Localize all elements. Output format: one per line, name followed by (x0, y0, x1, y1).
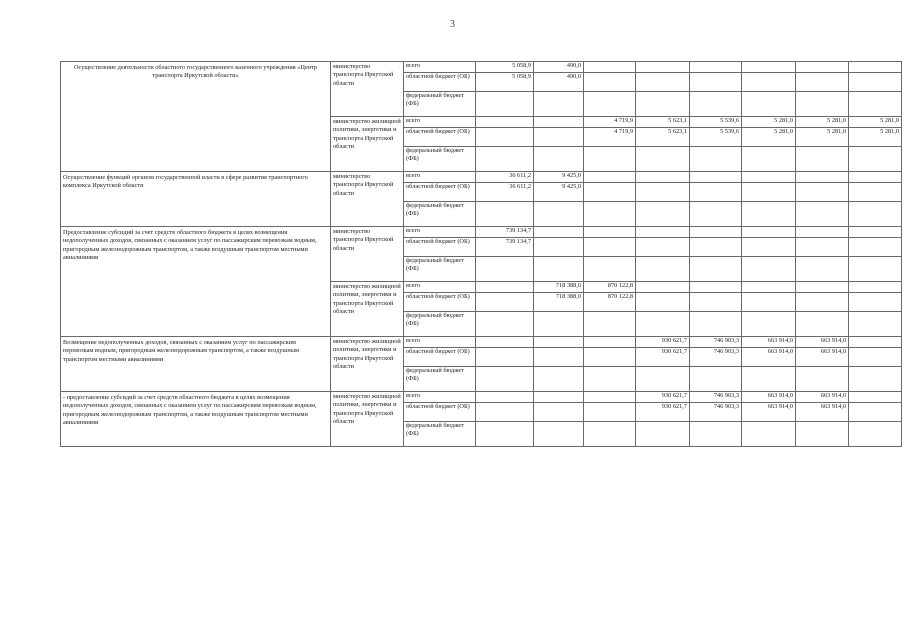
value-cell: 36 611,2 (476, 183, 534, 202)
activity-cell: Осуществление функций органом государственной власти в сфере развития транспортного комплекса Иркутской области (61, 172, 331, 227)
value-cell (476, 348, 534, 367)
value-cell (534, 348, 584, 367)
value-cell (849, 238, 902, 257)
value-cell: 746 903,3 (690, 348, 742, 367)
value-cell (742, 282, 796, 293)
value-cell (796, 92, 849, 117)
value-cell (849, 92, 902, 117)
value-cell (584, 147, 636, 172)
value-cell: 5 281,0 (849, 128, 902, 147)
value-cell (742, 183, 796, 202)
value-cell (849, 337, 902, 348)
value-cell (742, 257, 796, 282)
value-cell: 746 903,3 (690, 392, 742, 403)
value-cell: 718 388,0 (534, 282, 584, 293)
source-cell: всего (404, 62, 476, 73)
source-cell: всего (404, 172, 476, 183)
value-cell (636, 238, 690, 257)
table-row (61, 337, 902, 348)
value-cell (476, 147, 534, 172)
value-cell: 663 914,0 (742, 337, 796, 348)
value-cell (636, 92, 690, 117)
value-cell: 5 281,0 (849, 117, 902, 128)
value-cell: 4 719,9 (584, 128, 636, 147)
source-cell: федеральный бюджет (ФБ) (404, 147, 476, 172)
source-cell: областной бюджет (ОБ) (404, 348, 476, 367)
value-cell: 5 281,0 (796, 117, 849, 128)
value-cell (534, 337, 584, 348)
value-cell: 5 058,9 (476, 73, 534, 92)
value-cell (796, 312, 849, 337)
value-cell: 9 425,0 (534, 183, 584, 202)
value-cell (849, 293, 902, 312)
value-cell (534, 422, 584, 447)
value-cell: 930 621,7 (636, 403, 690, 422)
value-cell (584, 403, 636, 422)
value-cell (584, 183, 636, 202)
value-cell: 5 539,6 (690, 117, 742, 128)
value-cell (742, 227, 796, 238)
value-cell (584, 392, 636, 403)
value-cell: 5 058,9 (476, 62, 534, 73)
value-cell (690, 147, 742, 172)
value-cell (534, 367, 584, 392)
value-cell (796, 293, 849, 312)
table-row (61, 392, 902, 403)
source-cell: всего (404, 282, 476, 293)
source-cell: областной бюджет (ОБ) (404, 403, 476, 422)
value-cell (584, 348, 636, 367)
value-cell: 9 425,0 (534, 172, 584, 183)
value-cell (742, 202, 796, 227)
value-cell (849, 183, 902, 202)
value-cell (849, 202, 902, 227)
value-cell (476, 92, 534, 117)
value-cell (849, 172, 902, 183)
value-cell (636, 422, 690, 447)
table-row (61, 227, 902, 238)
executor-cell: министерство транспорта Иркутской области (331, 62, 404, 117)
value-cell (742, 73, 796, 92)
page-number: 3 (450, 19, 455, 30)
source-cell: всего (404, 392, 476, 403)
value-cell (742, 312, 796, 337)
value-cell (636, 293, 690, 312)
value-cell (534, 227, 584, 238)
value-cell (584, 312, 636, 337)
value-cell (636, 227, 690, 238)
value-cell (849, 367, 902, 392)
value-cell (584, 62, 636, 73)
value-cell (690, 367, 742, 392)
value-cell (849, 147, 902, 172)
value-cell (636, 312, 690, 337)
value-cell (690, 293, 742, 312)
executor-cell: министерство жилищной политики, энергетики и транспорта Иркутской области (331, 337, 404, 392)
value-cell (796, 172, 849, 183)
value-cell: 739 134,7 (476, 227, 534, 238)
value-cell (796, 62, 849, 73)
value-cell (849, 422, 902, 447)
executor-cell: министерство жилищной политики, энергетики и транспорта Иркутской области (331, 392, 404, 447)
value-cell (742, 293, 796, 312)
value-cell (584, 73, 636, 92)
value-cell (690, 422, 742, 447)
value-cell (742, 172, 796, 183)
value-cell (849, 257, 902, 282)
value-cell (584, 172, 636, 183)
value-cell (742, 367, 796, 392)
value-cell (849, 348, 902, 367)
value-cell (476, 422, 534, 447)
value-cell: 490,0 (534, 62, 584, 73)
value-cell (534, 238, 584, 257)
value-cell (796, 282, 849, 293)
value-cell: 663 914,0 (796, 403, 849, 422)
value-cell (534, 117, 584, 128)
value-cell (584, 257, 636, 282)
value-cell (796, 257, 849, 282)
value-cell (690, 312, 742, 337)
source-cell: федеральный бюджет (ФБ) (404, 422, 476, 447)
value-cell (584, 227, 636, 238)
table-body (61, 62, 902, 447)
value-cell (690, 92, 742, 117)
value-cell: 4 719,9 (584, 117, 636, 128)
source-cell: областной бюджет (ОБ) (404, 238, 476, 257)
value-cell (849, 227, 902, 238)
value-cell (636, 367, 690, 392)
executor-cell: министерство жилищной политики, энергетики и транспорта Иркутской области (331, 117, 404, 172)
value-cell (690, 172, 742, 183)
table-row (61, 62, 902, 73)
value-cell (636, 62, 690, 73)
value-cell: 746 903,3 (690, 337, 742, 348)
value-cell: 930 621,7 (636, 337, 690, 348)
value-cell (476, 117, 534, 128)
value-cell: 490,0 (534, 73, 584, 92)
value-cell: 663 914,0 (742, 392, 796, 403)
value-cell (636, 257, 690, 282)
activity-cell: Осуществление деятельности областного государственного казенного учреждения «Центр транспорта Иркутской области» (61, 62, 331, 172)
value-cell (796, 422, 849, 447)
value-cell (476, 367, 534, 392)
value-cell (796, 147, 849, 172)
value-cell: 663 914,0 (796, 337, 849, 348)
value-cell (796, 227, 849, 238)
source-cell: всего (404, 227, 476, 238)
value-cell: 663 914,0 (796, 392, 849, 403)
source-cell: всего (404, 337, 476, 348)
value-cell (690, 62, 742, 73)
value-cell (534, 202, 584, 227)
value-cell (534, 92, 584, 117)
value-cell (796, 238, 849, 257)
value-cell (476, 293, 534, 312)
value-cell (690, 73, 742, 92)
source-cell: федеральный бюджет (ФБ) (404, 312, 476, 337)
value-cell: 718 388,0 (534, 293, 584, 312)
value-cell (742, 147, 796, 172)
value-cell (476, 202, 534, 227)
value-cell: 663 914,0 (742, 348, 796, 367)
executor-cell: министерство транспорта Иркутской области (331, 172, 404, 227)
value-cell: 663 914,0 (742, 403, 796, 422)
value-cell: 5 539,6 (690, 128, 742, 147)
value-cell (584, 92, 636, 117)
value-cell (534, 312, 584, 337)
value-cell (849, 312, 902, 337)
value-cell (636, 147, 690, 172)
executor-cell: министерство транспорта Иркутской области (331, 227, 404, 282)
value-cell (690, 183, 742, 202)
value-cell (849, 392, 902, 403)
value-cell (849, 403, 902, 422)
value-cell: 930 621,7 (636, 348, 690, 367)
value-cell (584, 422, 636, 447)
value-cell (534, 128, 584, 147)
value-cell (742, 62, 796, 73)
budget-table (60, 61, 902, 447)
value-cell (476, 312, 534, 337)
source-cell: областной бюджет (ОБ) (404, 128, 476, 147)
activity-cell: Возмещение недополученных доходов, связанных с оказанием услуг по пассажирским перевозкам водным, пригородным железнодорожным транспортом, а также воздушным транспортом местными авиалиниями (61, 337, 331, 392)
value-cell (796, 367, 849, 392)
executor-cell: министерство жилищной политики, энергетики и транспорта Иркутской области (331, 282, 404, 337)
value-cell (476, 128, 534, 147)
table-row (61, 172, 902, 183)
value-cell (636, 202, 690, 227)
source-cell: областной бюджет (ОБ) (404, 293, 476, 312)
value-cell (476, 392, 534, 403)
value-cell: 663 914,0 (796, 348, 849, 367)
value-cell (690, 202, 742, 227)
value-cell (849, 282, 902, 293)
value-cell: 870 122,8 (584, 282, 636, 293)
value-cell (742, 422, 796, 447)
source-cell: областной бюджет (ОБ) (404, 183, 476, 202)
value-cell (742, 92, 796, 117)
value-cell (534, 147, 584, 172)
value-cell (584, 367, 636, 392)
value-cell (476, 257, 534, 282)
value-cell (636, 73, 690, 92)
value-cell (476, 403, 534, 422)
activity-cell: - предоставление субсидий за счет средств областного бюджета в целях возмещения недополученных доходов, связанных с оказанием услуг по пассажирским перевозкам водным, пригородным железнодорожным транспортом, а также воздушным транспортом местными авиалиниями (61, 392, 331, 447)
value-cell (584, 238, 636, 257)
value-cell (796, 73, 849, 92)
value-cell: 36 611,2 (476, 172, 534, 183)
value-cell: 5 281,0 (796, 128, 849, 147)
value-cell (849, 73, 902, 92)
activity-cell: Предоставление субсидий за счет средств областного бюджета в целях возмещения недополученных доходов, связанных с оказанием услуг по пассажирским перевозкам водным, пригородным железнодорожным транспортом, а также воздушным транспортом местными авиалиниями (61, 227, 331, 337)
source-cell: федеральный бюджет (ФБ) (404, 257, 476, 282)
value-cell (476, 337, 534, 348)
source-cell: федеральный бюджет (ФБ) (404, 202, 476, 227)
value-cell: 5 281,0 (742, 117, 796, 128)
value-cell (476, 282, 534, 293)
value-cell: 870 122,8 (584, 293, 636, 312)
value-cell (534, 257, 584, 282)
value-cell (636, 282, 690, 293)
source-cell: областной бюджет (ОБ) (404, 73, 476, 92)
value-cell (849, 62, 902, 73)
value-cell: 5 623,1 (636, 117, 690, 128)
value-cell: 739 134,7 (476, 238, 534, 257)
value-cell: 746 903,3 (690, 403, 742, 422)
value-cell (690, 282, 742, 293)
value-cell (690, 227, 742, 238)
value-cell (796, 183, 849, 202)
value-cell (534, 403, 584, 422)
source-cell: всего (404, 117, 476, 128)
value-cell: 5 623,1 (636, 128, 690, 147)
value-cell (534, 392, 584, 403)
value-cell (636, 172, 690, 183)
value-cell (584, 202, 636, 227)
value-cell (742, 238, 796, 257)
source-cell: федеральный бюджет (ФБ) (404, 367, 476, 392)
value-cell (636, 183, 690, 202)
value-cell (796, 202, 849, 227)
value-cell (690, 257, 742, 282)
source-cell: федеральный бюджет (ФБ) (404, 92, 476, 117)
value-cell (584, 337, 636, 348)
value-cell: 930 621,7 (636, 392, 690, 403)
value-cell: 5 281,0 (742, 128, 796, 147)
value-cell (690, 238, 742, 257)
